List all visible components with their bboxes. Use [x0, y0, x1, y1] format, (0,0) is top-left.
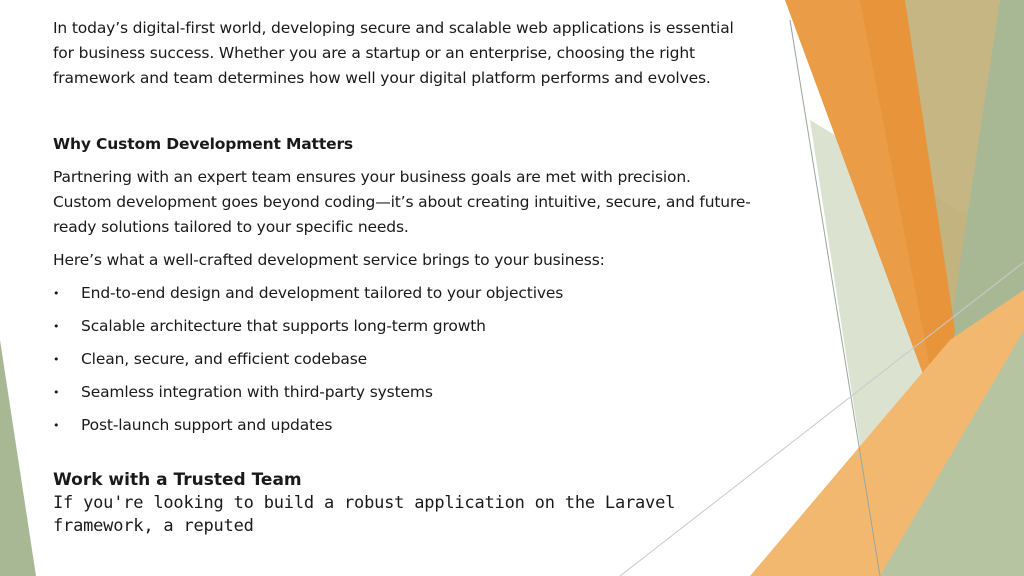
document-content: [53, 16, 753, 538]
list-item: [53, 413, 753, 438]
list-item-text: Post-launch support and updates: [81, 416, 333, 434]
list-item-text: Clean, secure, and efficient codebase: [81, 350, 368, 368]
trusted-team-text: If you're looking to build a robust application on the Laravel framework, a reputed: [53, 493, 676, 536]
closing-section: [53, 469, 753, 538]
benefits-intro: Here’s what a well-crafted development service brings to your business:: [53, 251, 605, 269]
bullet-icon: •: [53, 386, 60, 399]
list-item-text: Seamless integration with third-party systems: [81, 383, 433, 401]
list-item: [53, 314, 753, 339]
partnering-paragraph: Partnering with an expert team ensures your business goals are met with precision. Custom development goes beyond coding—it’s about creating intuitive, secure, and future-ready solutions tailored to your specific needs.: [53, 168, 751, 236]
list-item: [53, 347, 753, 372]
list-item: [53, 380, 753, 405]
intro-paragraph: In today’s digital-first world, developing secure and scalable web applications is essential for business success. Whether you are a startup or an enterprise, choosing the right framework and team determines how well your digital platform performs and evolves.: [53, 19, 734, 87]
features-list: [53, 281, 753, 438]
bullet-icon: •: [53, 287, 60, 300]
trusted-team-heading: Work with a Trusted Team: [53, 470, 302, 490]
bullet-icon: •: [53, 353, 60, 366]
list-item-text: End-to-end design and development tailored to your objectives: [81, 284, 564, 302]
bullet-icon: •: [53, 320, 60, 333]
bullet-icon: •: [53, 419, 60, 432]
list-item: [53, 281, 753, 306]
why-custom-heading: Why Custom Development Matters: [53, 135, 354, 153]
list-item-text: Scalable architecture that supports long-term growth: [81, 317, 486, 335]
left-sage-shape: [0, 340, 36, 576]
